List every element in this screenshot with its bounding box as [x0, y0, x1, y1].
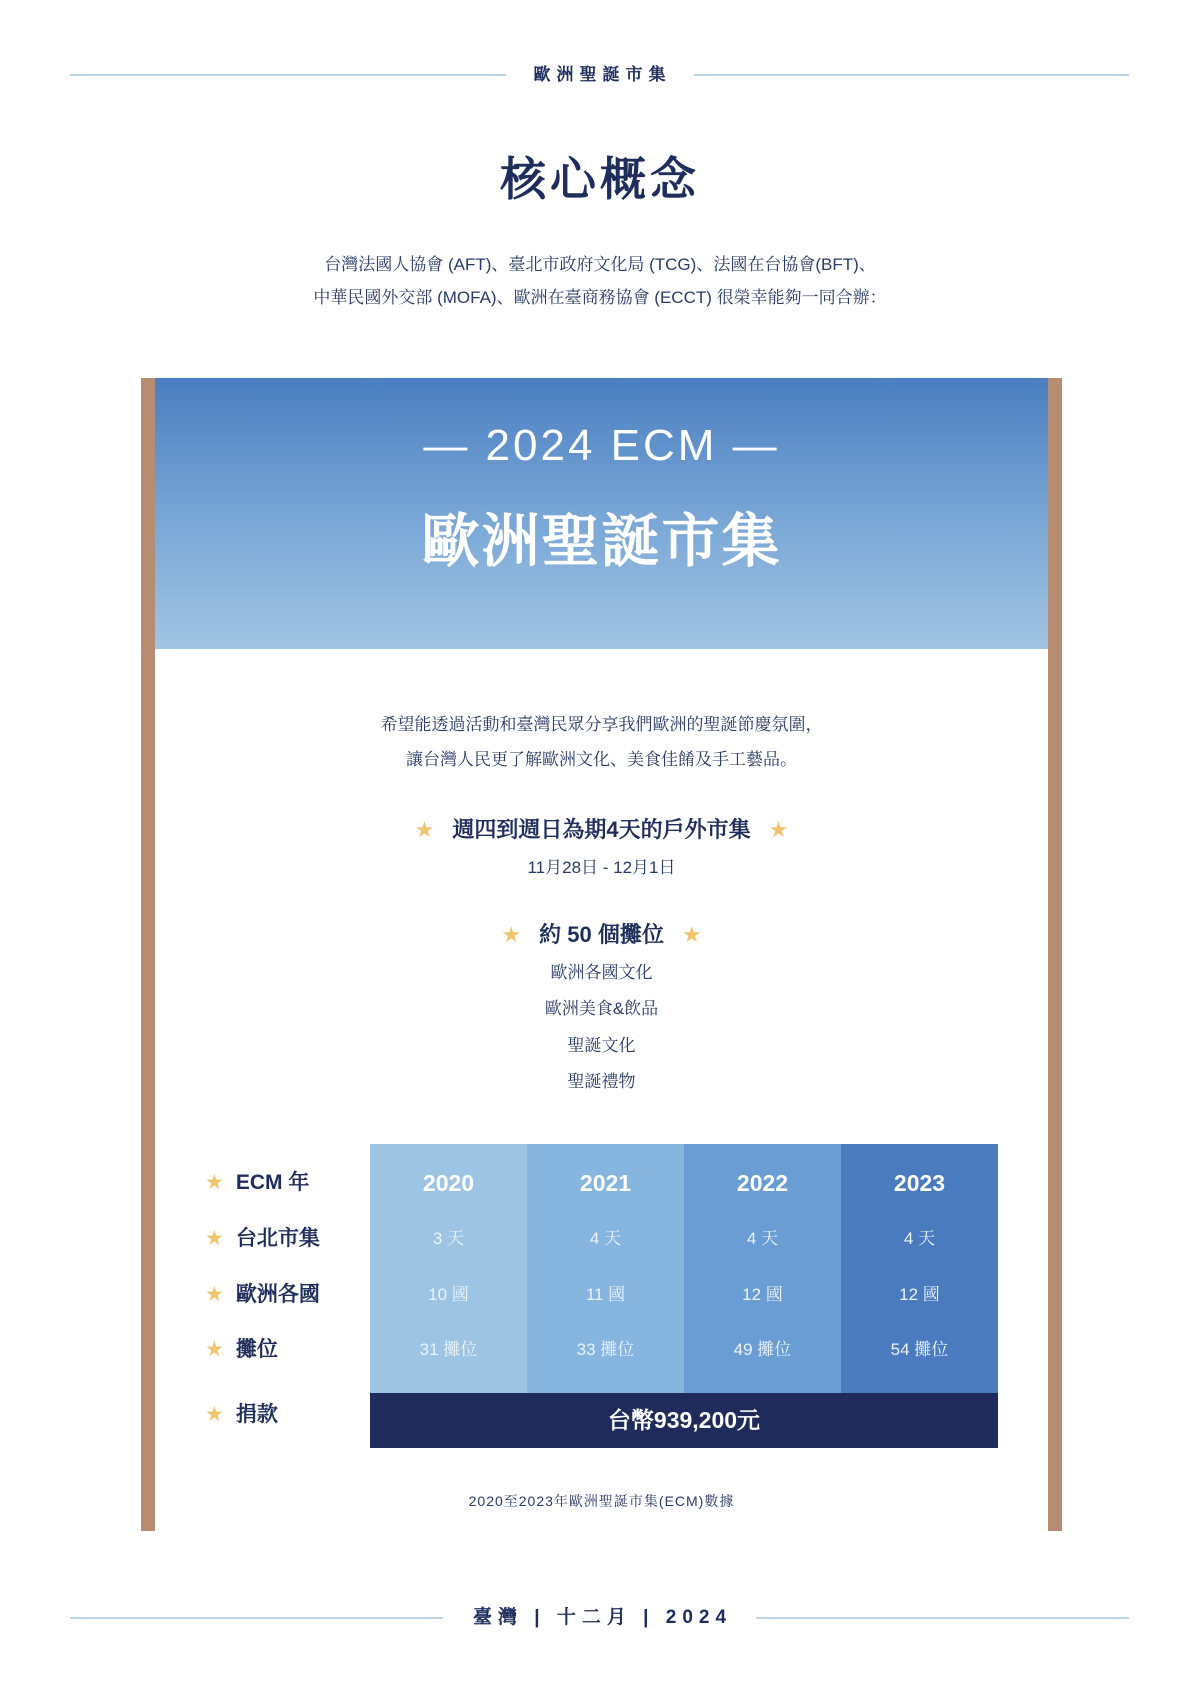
feature-title: 約 50 個攤位	[539, 922, 664, 947]
table-cell-stalls: 33 攤位	[576, 1340, 635, 1359]
banner-subtitle: — 2024 ECM —	[423, 421, 780, 470]
stats-column-2023	[841, 1144, 998, 1393]
page-footer	[70, 1600, 1129, 1636]
table-cell-year: 2021	[579, 1170, 632, 1196]
feature-title: 週四到週日為期4天的戶外市集	[452, 817, 751, 842]
table-cell-year: 2022	[736, 1170, 789, 1196]
table-cell-countries: 12 國	[742, 1285, 783, 1304]
description-line-2: 讓台灣人民更了解歐洲文化、美食佳餚及手工藝品。	[406, 750, 797, 769]
star-icon	[205, 1165, 224, 1201]
row-label-text: 攤位	[235, 1338, 278, 1361]
table-cell-days: 3 天	[432, 1229, 465, 1248]
footer-rule-left	[70, 1617, 443, 1619]
table-cell-stalls: 31 攤位	[419, 1340, 478, 1359]
header-rule-right	[694, 74, 1130, 76]
intro-line-2: 中華民國外交部 (MOFA)、歐洲在臺商務協會 (ECCT) 很榮幸能夠一同合辦：	[313, 288, 887, 307]
intro-line-1: 台灣法國人協會 (AFT)、臺北市政府文化局 (TCG)、法國在台協會(BFT)、	[324, 255, 876, 274]
list-item: 聖誕禮物	[567, 1072, 636, 1091]
hero-banner	[155, 378, 1048, 649]
table-caption: 2020至2023年歐洲聖誕市集(ECM)數據	[468, 1493, 735, 1509]
star-icon	[501, 917, 521, 953]
header-rule-left	[70, 74, 506, 76]
star-icon	[205, 1332, 224, 1368]
header-title: 歐洲聖誕市集	[533, 65, 672, 84]
frame-left-bar	[141, 378, 155, 1531]
row-label-donation	[205, 1397, 278, 1433]
feature-date-range: 11月28日 - 12月1日	[527, 858, 676, 877]
row-label-days	[205, 1221, 320, 1257]
stats-column-2022	[684, 1144, 841, 1393]
frame-right-bar	[1048, 378, 1062, 1531]
row-label-stalls	[205, 1332, 278, 1368]
table-cell-year: 2020	[422, 1170, 475, 1196]
banner-title: 歐洲聖誕市集	[421, 509, 782, 574]
footer-rule-right	[756, 1617, 1129, 1619]
table-cell-countries: 12 國	[899, 1285, 940, 1304]
table-cell-days: 4 天	[903, 1229, 936, 1248]
row-label-year	[205, 1165, 309, 1201]
footer-text: 臺灣 | 十二月 | 2024	[473, 1607, 733, 1628]
table-cell-year: 2023	[893, 1170, 946, 1196]
donation-total-bar	[370, 1393, 998, 1448]
description-line-1: 希望能透過活動和臺灣民眾分享我們歐洲的聖誕節慶氛圍，	[380, 715, 823, 734]
table-cell-stalls: 49 攤位	[733, 1340, 792, 1359]
page-title: 核心概念	[500, 153, 700, 205]
list-item: 歐洲各國文化	[550, 963, 653, 982]
donation-total: 台幣939,200元	[607, 1407, 761, 1433]
table-cell-countries: 11 國	[585, 1285, 626, 1304]
page-header	[70, 58, 1129, 92]
star-icon	[205, 1277, 224, 1313]
row-label-text: 歐洲各國	[235, 1283, 320, 1306]
row-label-text: 捐款	[235, 1403, 278, 1426]
stats-column-2020	[370, 1144, 527, 1393]
stats-column-2021	[527, 1144, 684, 1393]
star-icon	[415, 812, 435, 848]
star-icon	[769, 812, 789, 848]
row-label-text: 台北市集	[235, 1227, 320, 1250]
list-item: 聖誕文化	[567, 1036, 636, 1055]
feature-heading-market-days	[155, 812, 1048, 848]
table-cell-days: 4 天	[746, 1229, 779, 1248]
row-label-countries	[205, 1277, 320, 1313]
feature-heading-stalls	[155, 917, 1048, 953]
table-cell-days: 4 天	[589, 1229, 622, 1248]
row-label-text: ECM 年	[235, 1171, 310, 1194]
star-icon	[205, 1221, 224, 1257]
star-icon	[205, 1397, 224, 1433]
star-icon	[682, 917, 702, 953]
table-cell-stalls: 54 攤位	[890, 1340, 949, 1359]
table-cell-countries: 10 國	[428, 1285, 469, 1304]
list-item: 歐洲美食&飲品	[544, 999, 659, 1018]
